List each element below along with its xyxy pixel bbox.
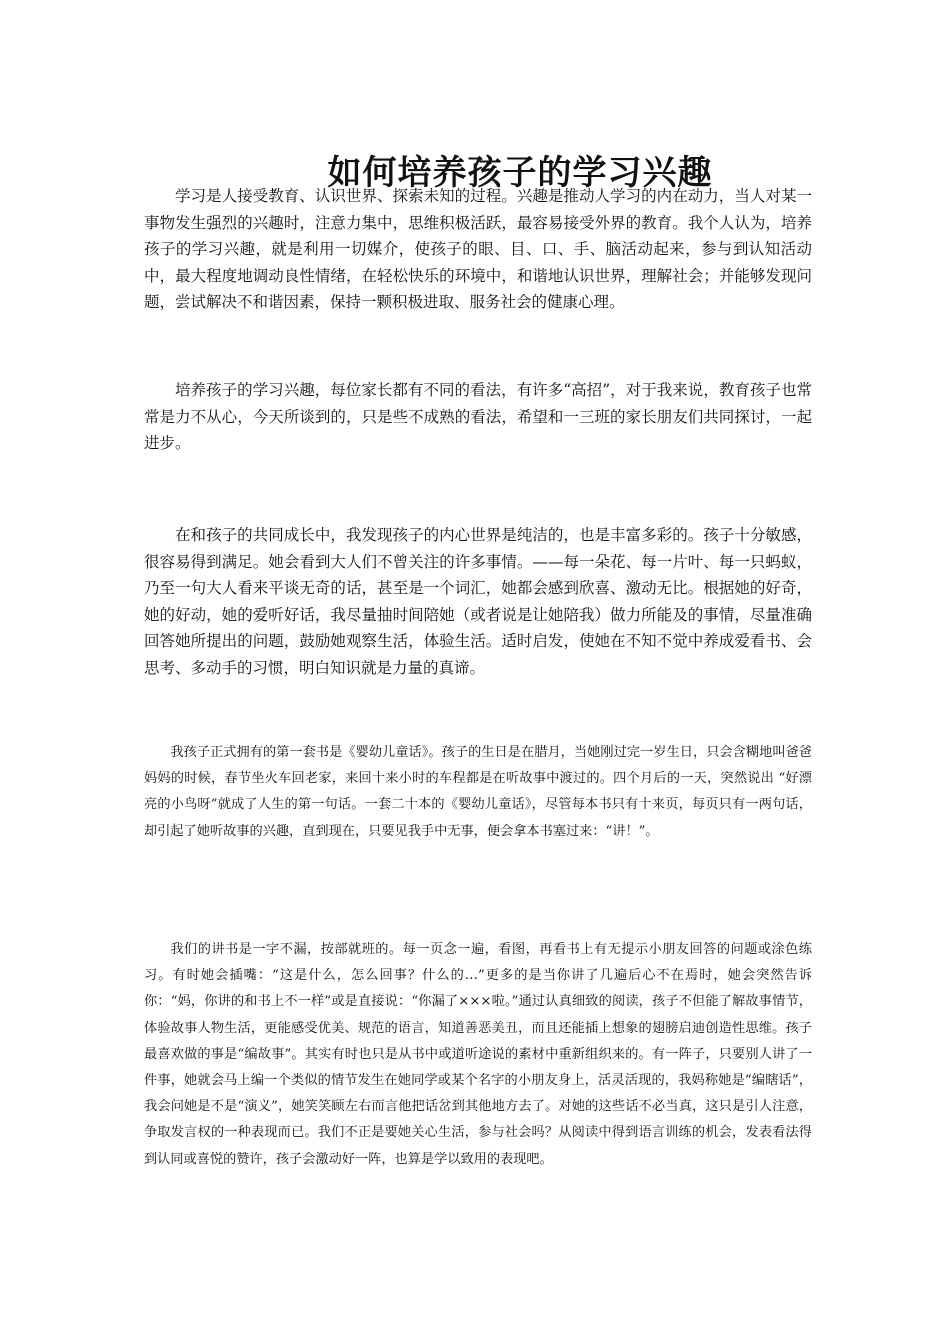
paragraph-reading-method: 我们的讲书是一字不漏，按部就班的。每一页念一遍，看图，再看书上有无提示小朋友回答的问题或涂色练习。有时她会插嘴：“这是什么，怎么回事？什么的…”更多的是当你讲了几遍后心不在焉时，她会突然告诉你：“妈，你讲的和书上不一样”或是直接说：“你漏了×××啦。”通过认真细致的阅读，孩子不但能了解故事情节，体验故事人物生活，更能感受优美、规范的语言，知道善恶美丑，而且还能插上想象的翅膀启迪创造性思维。孩子最喜欢做的事是“编故事”。其实有时也只是从书中或道听途说的素材中重新组织来的。有一阵子，只要别人讲了一件事，她就会马上编一个类似的情节发生在她同学或某个名字的小朋友身上，活灵活现的，我妈称她是“编瞎话”，我会问她是不是“演义”，她笑笑顾左右而言他把话岔到其他地方去了。对她的这些话不必当真，这只是引人注意，争取发言权的一种表现而已。我们不正是要她关心生活，参与社会吗？从阅读中得到语言训练的机会，发表看法得到认同或喜悦的赞许，孩子会激动好一阵，也算是学以致用的表现吧。 — [144, 942, 812, 1167]
paragraph-intro: 学习是人接受教育、认识世界、探索未知的过程。兴趣是推动人学习的内在动力，当人对某一事物发生强烈的兴趣时，注意力集中，思维积极活跃，最容易接受外界的教育。我个人认为，培养孩子的学习兴趣，就是利用一切媒介，使孩子的眼、目、口、手、脑活动起来，参与到认知活动中，最大程度地调动良性情绪，在轻松快乐的环境中，和谐地认识世界，理解社会；并能够发现问题，尝试解决不和谐因素，保持一颗积极进取、服务社会的健康心理。 — [144, 187, 812, 311]
paragraph-opinions: 培养孩子的学习兴趣，每位家长都有不同的看法，有许多“高招”，对于我来说，教育孩子也常常是力不从心，今天所谈到的，只是些不成熟的看法，希望和一三班的家长朋友们共同探讨，一起进步。 — [144, 381, 812, 452]
paragraph-first-books: 我孩子正式拥有的第一套书是《婴幼儿童话》。孩子的生日是在腊月，当她刚过完一岁生日，只会含糊地叫爸爸妈妈的时候，春节坐火车回老家，来回十来小时的车程都是在听故事中渡过的。四个月后的一天，突然说出 “好漂亮的小鸟呀”就成了人生的第一句话。一套二十本的《婴幼儿童话》，尽管每本书只有十来页，每页只有一两句话，却引起了她听故事的兴趣，直到现在，只要见我手中无事，便会拿本书塞过来：“讲！”。 — [144, 745, 812, 839]
document-title: 如何培养孩子的学习兴趣 — [327, 152, 713, 193]
paragraph-growing-together: 在和孩子的共同成长中，我发现孩子的内心世界是纯洁的，也是丰富多彩的。孩子十分敏感，很容易得到满足。她会看到大人们不曾关注的许多事情。——每一朵花、每一片叶、每一只蚂蚁，乃至一句大人看来平谈无奇的话，甚至是一个词汇，她都会感到欣喜、激动无比。根据她的好奇，她的好动，她的爱听好话，我尽量抽时间陪她（或者说是让她陪我）做力所能及的事情，尽量准确回答她所提出的问题，鼓励她观察生活，体验生活。适时启发，使她在不知不觉中养成爱看书、会思考、多动手的习惯，明白知识就是力量的真谛。 — [144, 526, 812, 677]
